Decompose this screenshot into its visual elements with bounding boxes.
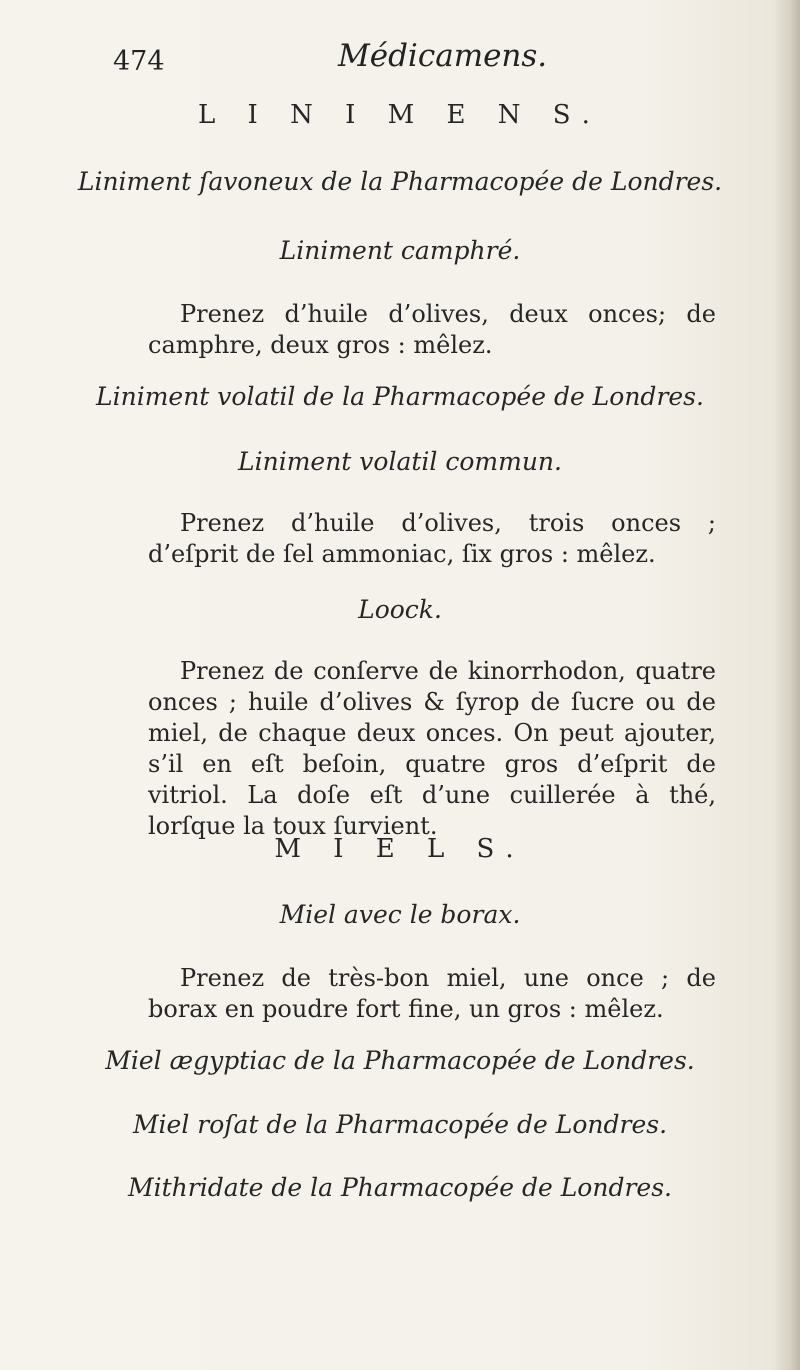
paragraph-camphre-recipe bbox=[148, 299, 716, 361]
running-title: Médicamens. bbox=[338, 38, 548, 74]
heading-liniment-volatil-commun: Liniment volatil commun. bbox=[238, 447, 562, 476]
page-header bbox=[113, 38, 713, 88]
heading-miel-aegyptiac: Miel ægyptiac de la Pharmacopée de Londres. bbox=[105, 1046, 695, 1075]
heading-miel-rosat: Miel roſat de la Pharmacopée de Londres. bbox=[132, 1110, 668, 1139]
heading-liniment-volatil-londres: Liniment volatil de la Pharmacopée de Londres. bbox=[96, 382, 704, 411]
page-edge-shadow bbox=[774, 0, 800, 1370]
heading-liniment-savoneux: Liniment ſavoneux de la Pharmacopée de Londres. bbox=[77, 167, 723, 196]
paragraph-miel-borax-recipe bbox=[148, 963, 716, 1025]
paragraph-text: Prenez de conſerve de kinorrhodon, quatre onces ; huile d’olives & ſyrop de ſucre ou de miel, de chaque deux onces. On peut ajouter, s’il en eſt beſoin, quatre gros d’eſprit de vitriol. La doſe eſt d’une cuillerée à thé, lorſque la toux ſurvient. bbox=[148, 657, 716, 840]
paragraph-text: Prenez d’huile d’olives, trois onces ; d’eſprit de ſel ammoniac, ſix gros : mêlez. bbox=[148, 509, 716, 568]
page-number: 474 bbox=[113, 46, 165, 77]
paragraph-text: Prenez d’huile d’olives, deux onces; de camphre, deux gros : mêlez. bbox=[148, 300, 716, 359]
section-title-miels: M I E L S. bbox=[274, 834, 526, 864]
heading-miel-borax: Miel avec le borax. bbox=[279, 900, 521, 929]
heading-loock: Loock. bbox=[358, 595, 442, 624]
heading-liniment-camphre: Liniment camphré. bbox=[279, 236, 521, 265]
paragraph-loock-recipe bbox=[148, 656, 716, 842]
paragraph-volatil-recipe bbox=[148, 508, 716, 570]
heading-mithridate: Mithridate de la Pharmacopée de Londres. bbox=[128, 1173, 672, 1202]
section-title-linimens: L I N I M E N S. bbox=[198, 100, 602, 130]
paragraph-text: Prenez de très-bon miel, une once ; de borax en poudre fort fine, un gros : mêlez. bbox=[148, 964, 716, 1023]
